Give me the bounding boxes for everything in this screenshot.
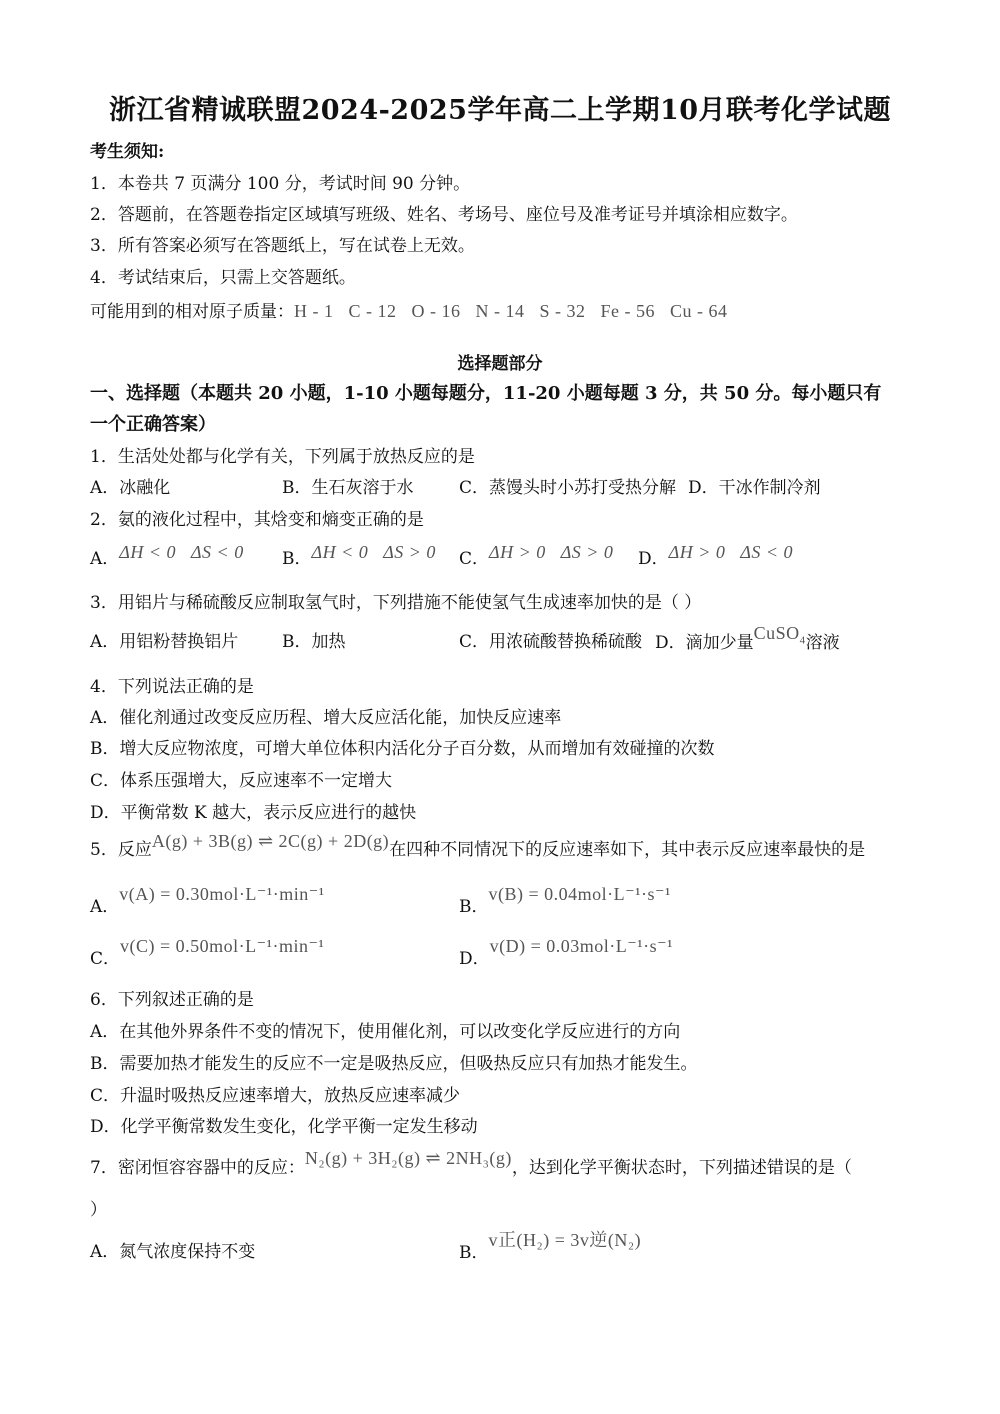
q1-option-b: B．生石灰溶于水	[282, 478, 414, 498]
q7-stem-post: ，达到化学平衡状态时，下列描述错误的是（	[511, 1158, 852, 1178]
q2-option-d-expr: ΔH > 0 ΔS < 0	[668, 542, 794, 562]
q2-option-d-label: D．	[638, 549, 669, 569]
q3-option-d	[655, 623, 840, 662]
q3-formula-sub: 4	[799, 634, 806, 647]
q3-stem: 3．用铝片与稀硫酸反应制取氢气时，下列措施不能使氢气生成速率加快的是（ ）	[90, 593, 702, 613]
q7-option-b-label: B．	[459, 1243, 489, 1263]
q5-option-b-expr: v(B) = 0.04mol·L⁻¹·s⁻¹	[488, 884, 671, 904]
q1-stem: 1．生活处处都与化学有关，下列属于放热反应的是	[90, 447, 475, 467]
q3-formula-main: CuSO	[753, 623, 800, 643]
q7-stem	[90, 1148, 852, 1178]
q5-option-b-label: B．	[459, 897, 489, 917]
q2-option-a	[90, 540, 244, 569]
notice-heading: 考生须知:	[90, 142, 165, 162]
q4-option-d: D．平衡常数 K 越大，表示反应进行的越快	[90, 803, 417, 823]
q6-option-d: D．化学平衡常数发生变化，化学平衡一定发生移动	[90, 1117, 478, 1137]
q5-option-c-expr: v(C) = 0.50mol·L⁻¹·min⁻¹	[120, 936, 325, 956]
q1-option-c: C．蒸馒头时小苏打受热分解	[459, 478, 677, 498]
q5-option-a-label: A．	[90, 897, 120, 917]
q1-option-d: D．干冰作制冷剂	[688, 478, 821, 498]
q7-option-a: A．氮气浓度保持不变	[90, 1242, 256, 1262]
q3-option-a: A．用铝粉替换铝片	[90, 632, 239, 652]
q5-option-d	[459, 934, 674, 969]
q2-option-c-expr: ΔH > 0 ΔS > 0	[489, 542, 614, 562]
notice-item-4: 4．考试结束后，只需上交答题纸。	[90, 268, 356, 288]
q4-option-c: C．体系压强增大，反应速率不一定增大	[90, 771, 393, 791]
q3-option-d-formula	[753, 623, 806, 647]
section-heading-line2: 一个正确答案）	[90, 414, 216, 435]
q2-stem: 2．氨的液化过程中，其焓变和熵变正确的是	[90, 510, 424, 530]
q5-stem-pre: 5．反应	[90, 840, 152, 860]
q4-option-a: A．催化剂通过改变反应历程、增大反应活化能，加快反应速率	[90, 708, 562, 728]
q1-option-a: A．冰融化	[90, 478, 171, 498]
exam-title: 浙江省精诚联盟2024-2025学年高二上学期10月联考化学试题	[108, 95, 892, 126]
q2-option-a-label: A．	[90, 549, 120, 569]
q7-stem-close: ）	[90, 1200, 107, 1220]
q3-option-b: B．加热	[282, 632, 346, 652]
q2-option-b	[282, 540, 436, 569]
q2-option-a-expr: ΔH < 0 ΔS < 0	[119, 542, 244, 562]
section-heading-line1: 一、选择题（本题共 20 小题，1-10 小题每题分，11-20 小题每题 3 分，共 50 分。每小题只有	[90, 383, 882, 404]
q6-option-c: C．升温时吸热反应速率增大，放热反应速率减少	[90, 1086, 461, 1106]
q5-option-a-expr: v(A) = 0.30mol·L⁻¹·min⁻¹	[119, 884, 325, 904]
notice-item-3: 3．所有答案必须写在答题纸上，写在试卷上无效。	[90, 236, 475, 256]
q3-option-c: C．用浓硫酸替换稀硫酸	[459, 632, 643, 652]
q7-option-b-expr: v正(H₂) = 3v逆(N₂)	[488, 1230, 642, 1250]
atomic-mass-line	[90, 299, 727, 324]
q6-stem: 6．下列叙述正确的是	[90, 990, 254, 1010]
q3-option-d-pre: D．滴加少量	[655, 633, 754, 653]
q5-option-c-label: C．	[90, 949, 121, 969]
q5-option-c	[90, 934, 325, 969]
q5-equation: A(g) + 3B(g) ⇌ 2C(g) + 2D(g)	[151, 831, 390, 851]
q5-option-d-label: D．	[459, 949, 490, 969]
q2-option-b-label: B．	[282, 549, 312, 569]
atomic-mass-values: H - 1 C - 12 O - 16 N - 14 S - 32 Fe - 56 Cu - 64	[294, 301, 728, 321]
q5-option-d-expr: v(D) = 0.03mol·L⁻¹·s⁻¹	[489, 936, 674, 956]
q5-stem	[90, 831, 866, 860]
q2-option-d	[638, 540, 794, 569]
q7-stem-pre: 7．密闭恒容容器中的反应：	[90, 1158, 305, 1178]
part-title: 选择题部分	[457, 354, 543, 374]
q7-option-b	[459, 1228, 642, 1263]
q6-option-a: A．在其他外界条件不变的情况下，使用催化剂，可以改变化学反应进行的方向	[90, 1022, 681, 1042]
q5-stem-post: 在四种不同情况下的反应速率如下，其中表示反应速率最快的是	[389, 840, 866, 860]
q3-option-d-post: 溶液	[805, 633, 840, 653]
q4-option-b: B．增大反应物浓度，可增大单位体积内活化分子百分数，从而增加有效碰撞的次数	[90, 739, 715, 759]
q7-equation: N₂(g) + 3H₂(g) ⇌ 2NH₃(g)	[304, 1148, 512, 1168]
q2-option-c-label: C．	[459, 549, 490, 569]
q2-option-b-expr: ΔH < 0 ΔS > 0	[311, 542, 436, 562]
q4-stem: 4．下列说法正确的是	[90, 677, 254, 697]
q5-option-b	[459, 882, 671, 917]
notice-item-1: 1．本卷共 7 页满分 100 分，考试时间 90 分钟。	[90, 174, 471, 194]
q6-option-b: B．需要加热才能发生的反应不一定是吸热反应，但吸热反应只有加热才能发生。	[90, 1054, 698, 1074]
atomic-mass-label: 可能用到的相对原子质量：	[90, 302, 294, 322]
notice-item-2: 2．答题前，在答题卷指定区域填写班级、姓名、考场号、座位号及准考证号并填涂相应数字。	[90, 205, 798, 225]
q2-option-c	[459, 540, 614, 569]
q5-option-a	[90, 882, 325, 917]
